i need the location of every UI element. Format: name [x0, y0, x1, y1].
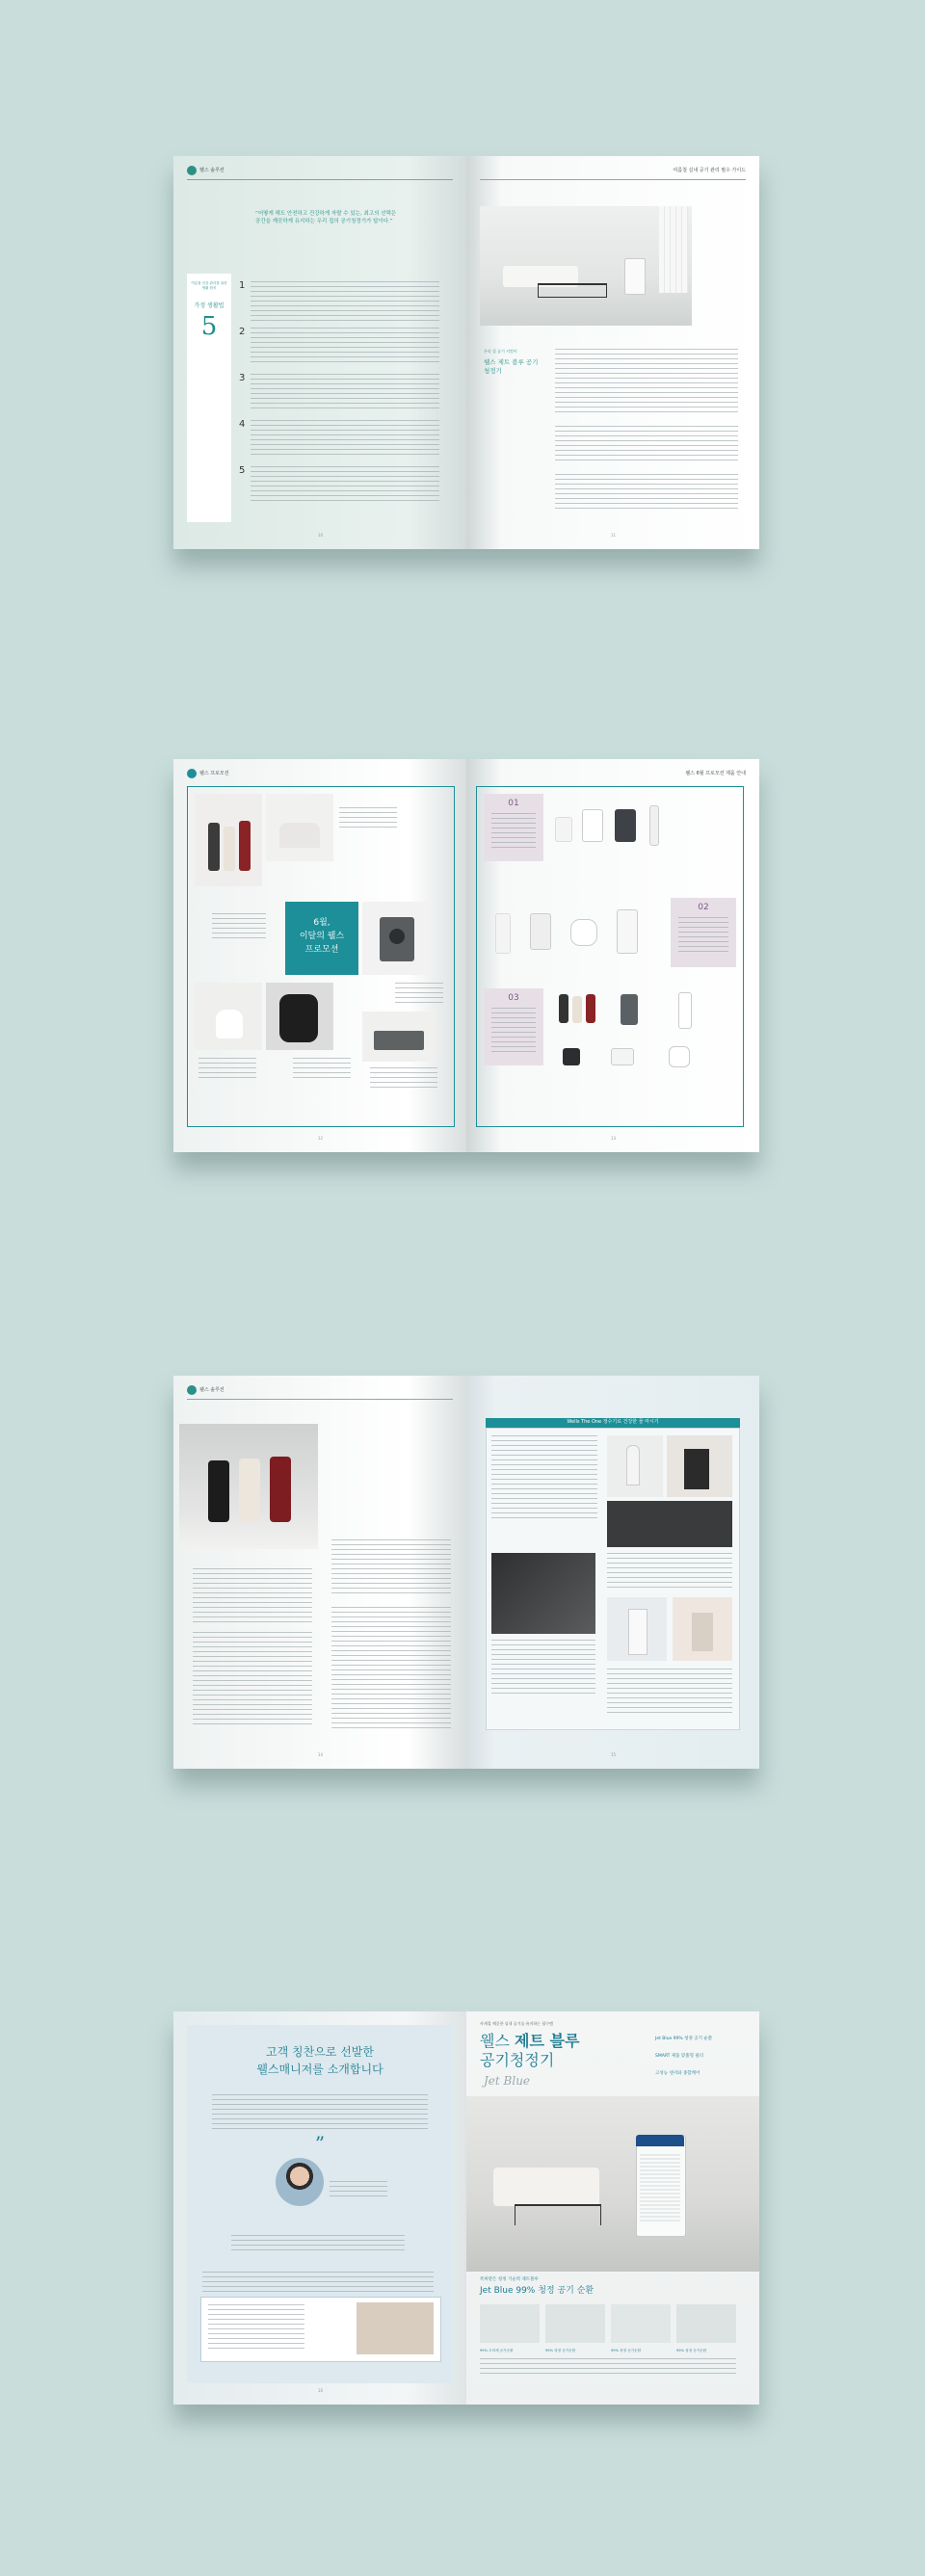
spread1-right-page: [466, 156, 759, 549]
body-text-4: [331, 1607, 451, 1732]
item-text-2: [251, 328, 439, 366]
promo-badge-1: 01: [508, 799, 519, 808]
header-label: 헬스 솔루션: [199, 168, 225, 173]
body-text-3: [555, 474, 738, 513]
product-1a: [555, 817, 572, 842]
feature-1: Jet Blue 99% 청정 공기 순환: [655, 2037, 713, 2041]
magazine-spread-1: [173, 156, 759, 549]
product-1b: [582, 809, 603, 842]
section-text-3: [491, 1640, 595, 1694]
intro-text: [212, 2094, 428, 2131]
body-text-3: [193, 1632, 312, 1728]
brand-logo-icon: [187, 1385, 197, 1395]
spread3-right-page: [466, 1376, 759, 1769]
item-number-2: 2: [239, 327, 246, 337]
product-photo-2: [266, 794, 333, 861]
product-3f: [563, 1048, 580, 1065]
body-text-1: [555, 349, 738, 416]
body-text-1: [331, 1539, 451, 1597]
sidebar-title: 가정 생활법: [194, 302, 225, 309]
promo-text-2: [678, 917, 728, 956]
section-text-4: [607, 1669, 732, 1713]
manager-caption: [330, 2181, 387, 2200]
product-photo-5: [266, 983, 333, 1050]
product-photo-4: [195, 983, 262, 1050]
magazine-spread-3: [173, 1376, 759, 1769]
product-2a: [495, 913, 511, 954]
brand-logo-icon: [187, 769, 197, 778]
section-text-1: [491, 1435, 597, 1520]
appliance-photo-2: [673, 1597, 732, 1661]
sidebar-small: 여름철 건강 관리를 위한 생활 원칙: [191, 281, 227, 290]
service-photo: [357, 2302, 434, 2354]
title-banner-text: Wells The One 정수기로 건강한 물 마시기: [567, 1419, 659, 1425]
kitchen-photo: [667, 1435, 732, 1497]
manager-info: [231, 2235, 405, 2254]
appliance-photo-1: [607, 1597, 667, 1661]
header-rule: [187, 1399, 453, 1400]
feature-thumb-2: [545, 2304, 605, 2343]
ad-top-small: 사계절 깨끗한 실내 공기를 유지하는 필수템: [480, 2021, 553, 2026]
page-number: 13: [611, 1136, 617, 1141]
product-1c: [615, 809, 636, 842]
item-text-4: [251, 420, 439, 459]
promo-text-1: [491, 813, 536, 852]
feature-thumb-4: [676, 2304, 736, 2343]
spread4-left-page: [173, 2011, 466, 2405]
sidebar-small: 우리 집 공기 지킴이: [484, 349, 517, 354]
product-caption-4: [198, 1058, 256, 1081]
feature-thumb-label-1: 99% 초미세 공기순환: [480, 2349, 514, 2353]
installation-photo: [607, 1501, 732, 1547]
product-caption-6: [370, 1067, 437, 1089]
product-3e: [678, 992, 692, 1029]
item-text-3: [251, 374, 439, 412]
ad-brand-script: Jet Blue: [484, 2074, 531, 2088]
feature-thumb-3: [611, 2304, 671, 2343]
product-3c: [586, 994, 595, 1023]
header-rule: [187, 179, 453, 180]
feature-2: SMART 제품 맞춤형 필터: [655, 2054, 704, 2059]
page-number: 10: [318, 533, 324, 538]
living-room-photo: [480, 206, 692, 326]
manager-story: [202, 2272, 434, 2293]
ad-title-line2: 공기청정기: [480, 2051, 555, 2069]
header-label: 여름철 실내 공기 관리 필수 가이드: [673, 168, 746, 173]
feature-thumb-text: [480, 2358, 736, 2374]
product-photo-6: [362, 1012, 436, 1062]
intro-quote: “어떻게 해도 안전하고 건강하게 자랄 수 있는, 최고의 선택은 공간을 깨끗하게 유지하는 우리 집의 공기청정기가 답이다.”: [255, 211, 397, 224]
faucet-photo: [607, 1435, 663, 1497]
testimonial-text: [208, 2304, 304, 2353]
air-purifier-room-photo: [466, 2096, 759, 2272]
spread1-left-page: [173, 156, 466, 549]
product-caption-1: [212, 913, 266, 938]
promo-text-3: [491, 1008, 536, 1056]
promo-badge-3: 03: [508, 993, 519, 1003]
brand-logo-icon: [187, 166, 197, 175]
body-text-2: [555, 426, 738, 464]
magazine-spread-2: [173, 759, 759, 1152]
water-purifier-photo: [179, 1424, 318, 1549]
feature-title-line2: 웰스매니저를 소개합니다: [256, 2063, 383, 2076]
product-3d: [621, 994, 638, 1025]
promo-badge-2: 02: [698, 903, 709, 912]
header-rule: [480, 179, 746, 180]
page-number: 12: [318, 1136, 324, 1141]
product-photo-1: [195, 794, 262, 886]
spread2-left-page: [173, 759, 466, 1152]
feature-thumb-label-3: 99% 청정 공기순환: [611, 2349, 642, 2353]
promo-title-line1: 6월,: [313, 918, 330, 928]
manager-portrait: [276, 2158, 324, 2206]
header-label: 웰스 솔루션: [199, 1387, 225, 1393]
item-text-1: [251, 281, 439, 322]
feature-title-line1: 고객 칭찬으로 선발한: [266, 2045, 374, 2059]
item-text-5: [251, 466, 439, 505]
ad-title-brand: 웰스: [480, 2032, 515, 2050]
promo-title-line2: 이달의 웰스: [299, 932, 345, 941]
item-number-3: 3: [239, 373, 246, 383]
product-photo-3: [362, 902, 430, 975]
feature-thumb-label-2: 99% 청정 공기순환: [545, 2349, 576, 2353]
header-label: 웰스 6월 프로모션 제품 안내: [685, 771, 746, 776]
page-number: 15: [611, 1752, 617, 1757]
sidebar-number: 5: [200, 312, 218, 341]
magazine-spread-4: [173, 2011, 759, 2405]
product-2c: [570, 919, 597, 946]
tap-closeup-photo: [491, 1553, 595, 1634]
product-3h: [669, 1046, 690, 1067]
item-number-5: 5: [239, 465, 246, 476]
product-2b: [530, 913, 551, 950]
ad-title-product: 제트 블루: [515, 2032, 580, 2050]
quote-mark: ”: [314, 2132, 326, 2155]
page-number: 14: [318, 1752, 324, 1757]
promo-title-line3: 프로모션: [304, 945, 339, 955]
header-label: 웰스 프로모션: [199, 771, 229, 776]
spread4-right-page: [466, 2011, 759, 2405]
page-number: 11: [611, 533, 617, 538]
section-text-2: [607, 1553, 732, 1591]
bottom-title: Jet Blue 99% 청정 공기 순환: [480, 2286, 595, 2296]
product-3b: [572, 996, 582, 1023]
title-banner: [486, 1418, 740, 1428]
product-caption-5: [293, 1058, 351, 1081]
product-2d: [617, 909, 638, 954]
sidebar-title: 웰스 제트 블루 공기청정기: [484, 358, 539, 375]
feature-thumb-1: [480, 2304, 540, 2343]
product-caption-2: [339, 807, 397, 830]
feature-3: 고성능 센서와 종합케어: [655, 2071, 700, 2076]
body-text-2: [193, 1568, 312, 1626]
spread3-left-page: [173, 1376, 466, 1769]
spread2-right-page: [466, 759, 759, 1152]
product-caption-3: [395, 983, 443, 1004]
ad-title-line1: [480, 2031, 579, 2052]
bottom-small: 특허받은 청정 기술력 제트블루: [480, 2277, 539, 2282]
item-number-4: 4: [239, 419, 246, 430]
product-3a: [559, 994, 568, 1023]
product-3g: [611, 1048, 634, 1065]
item-number-1: 1: [239, 280, 246, 291]
product-1d: [649, 805, 659, 846]
feature-thumb-label-4: 99% 청정 공기순환: [676, 2349, 707, 2353]
promo-title-box: [285, 902, 358, 975]
page-number: 16: [318, 2388, 324, 2393]
